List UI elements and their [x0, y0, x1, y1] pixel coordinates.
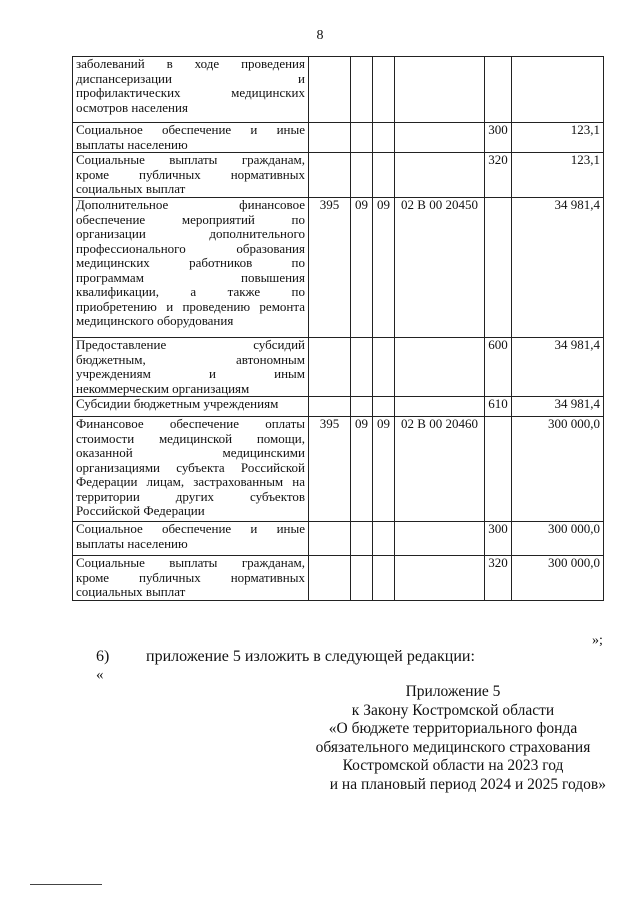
cell-grbs: 395: [309, 198, 351, 338]
cell-rz: [351, 522, 373, 556]
cell-pr: [373, 556, 395, 601]
cell-sum: [512, 57, 604, 123]
cell-grbs: [309, 556, 351, 601]
cell-name-line: профессионального образования: [76, 240, 305, 256]
cell-vr: [485, 57, 512, 123]
appendix-line: «О бюджете территориального фонда: [328, 720, 578, 737]
cell-pr: [373, 153, 395, 198]
appendix-line: к Закону Костромской области: [351, 701, 555, 719]
cell-grbs: [309, 153, 351, 198]
cell-pr: [373, 397, 395, 417]
cell-sum: 123,1: [512, 123, 604, 153]
cell-vr: 300: [485, 522, 512, 556]
cell-grbs: [309, 123, 351, 153]
cell-rz: [351, 338, 373, 397]
item-text: приложение 5 изложить в следующей редакции:: [146, 648, 475, 665]
cell-vr: [485, 417, 512, 522]
cell-rz: [351, 123, 373, 153]
cell-vr: 320: [485, 153, 512, 198]
cell-name-line: кроме публичных нормативных: [76, 569, 305, 585]
cell-name-line: Финансовое обеспечение оплаты: [76, 416, 305, 431]
cell-grbs: [309, 338, 351, 397]
cell-name-line: Социальное обеспечение и иные: [76, 122, 305, 137]
cell-rz: [351, 556, 373, 601]
cell-csr: [395, 338, 485, 397]
cell-name-line: выплаты населению: [76, 136, 188, 152]
cell-sum: 123,1: [512, 153, 604, 198]
closing-quote: »;: [592, 633, 603, 648]
cell-name-line: территории других субъектов: [76, 488, 305, 504]
cell-pr: 09: [373, 198, 395, 338]
cell-name-line: учреждениям и иным: [76, 366, 305, 381]
cell-sum: 34 981,4: [512, 198, 604, 338]
cell-name: [73, 522, 309, 556]
cell-sum: 300 000,0: [512, 522, 604, 556]
cell-csr: 02 В 00 20450: [395, 198, 485, 338]
cell-name-line: заболеваний в ходе проведения: [76, 56, 305, 71]
cell-pr: [373, 123, 395, 153]
cell-vr: [485, 198, 512, 338]
appendix-line: и на плановый период 2024 и 2025 годов»: [329, 775, 606, 793]
cell-csr: [395, 123, 485, 153]
cell-name-line: квалификации, а также по: [76, 284, 305, 299]
cell-name-line: стоимости медицинской помощи,: [76, 430, 305, 446]
cell-name-line: выплаты населению: [76, 535, 188, 551]
cell-name-line: Социальные выплаты гражданам,: [76, 555, 305, 570]
cell-csr: [395, 397, 485, 417]
budget-table: [72, 56, 604, 601]
cell-grbs: [309, 57, 351, 123]
cell-name-line: Субсидии бюджетным учреждениям: [76, 396, 279, 411]
table-row: [73, 338, 604, 397]
cell-name: [73, 556, 309, 601]
cell-csr: [395, 57, 485, 123]
cell-vr: 320: [485, 556, 512, 601]
page-number: 8: [316, 28, 324, 43]
cell-pr: [373, 57, 395, 123]
table-row: [73, 397, 604, 417]
cell-sum: 300 000,0: [512, 556, 604, 601]
cell-name-line: Социальные выплаты гражданам,: [76, 152, 305, 167]
cell-grbs: [309, 397, 351, 417]
cell-rz: 09: [351, 417, 373, 522]
cell-name-line: Предоставление субсидий: [76, 337, 305, 352]
cell-name-line: программам повышения: [76, 269, 305, 285]
cell-name-line: некоммерческим организациям: [76, 380, 250, 396]
cell-name-line: социальных выплат: [76, 584, 186, 599]
table-row: [73, 417, 604, 522]
cell-name-line: диспансеризации и: [76, 70, 305, 86]
cell-csr: [395, 153, 485, 198]
cell-rz: 09: [351, 198, 373, 338]
cell-name: [73, 397, 309, 417]
item-number: 6): [96, 648, 110, 665]
table-row: [73, 123, 604, 153]
table-row: [73, 522, 604, 556]
cell-name-line: бюджетным, автономным: [76, 351, 305, 367]
table-row: [73, 198, 604, 338]
cell-csr: 02 В 00 20460: [395, 417, 485, 522]
cell-name-line: Федерации лицам, застрахованным на: [76, 474, 305, 489]
table-row: [73, 57, 604, 123]
cell-name: [73, 57, 309, 123]
cell-name-line: Дополнительное финансовое: [76, 197, 305, 212]
appendix-line: Костромской области на 2023 год: [342, 757, 564, 774]
cell-pr: [373, 522, 395, 556]
cell-csr: [395, 522, 485, 556]
cell-name-line: кроме публичных нормативных: [76, 166, 305, 182]
footnote-separator: [30, 884, 102, 885]
cell-name-line: социальных выплат: [76, 181, 186, 196]
cell-name-line: медицинских работников по: [76, 255, 305, 270]
table-row: [73, 556, 604, 601]
cell-name-line: оказанной медицинскими: [76, 445, 305, 460]
cell-name: [73, 338, 309, 397]
cell-pr: [373, 338, 395, 397]
cell-rz: [351, 397, 373, 417]
cell-name-line: приобретению и проведению ремонта: [76, 298, 305, 314]
cell-name: [73, 153, 309, 198]
cell-name-line: профилактических медицинских: [76, 85, 305, 100]
cell-name-line: обеспечение мероприятий по: [76, 211, 305, 227]
cell-csr: [395, 556, 485, 601]
cell-name-line: организации дополнительного: [76, 226, 305, 241]
cell-sum: 34 981,4: [512, 397, 604, 417]
cell-sum: 34 981,4: [512, 338, 604, 397]
appendix-line: обязательного медицинского страхования: [315, 738, 591, 756]
cell-name-line: Социальное обеспечение и иные: [76, 521, 305, 536]
cell-name-line: осмотров населения: [76, 99, 188, 115]
cell-name-line: Российской Федерации: [76, 503, 205, 518]
cell-name: [73, 198, 309, 338]
opening-quote: «: [96, 667, 104, 683]
appendix-line: Приложение 5: [405, 683, 501, 700]
cell-name-line: медицинского оборудования: [76, 313, 234, 328]
cell-vr: 600: [485, 338, 512, 397]
cell-pr: 09: [373, 417, 395, 522]
cell-rz: [351, 57, 373, 123]
cell-name: [73, 123, 309, 153]
cell-name-line: организациями субъекта Российской: [76, 459, 305, 475]
cell-rz: [351, 153, 373, 198]
appendix-heading: [300, 683, 606, 794]
cell-sum: 300 000,0: [512, 417, 604, 522]
cell-vr: 610: [485, 397, 512, 417]
amendment-item: [96, 648, 475, 666]
cell-grbs: 395: [309, 417, 351, 522]
cell-grbs: [309, 522, 351, 556]
cell-name: [73, 417, 309, 522]
cell-vr: 300: [485, 123, 512, 153]
table-row: [73, 153, 604, 198]
